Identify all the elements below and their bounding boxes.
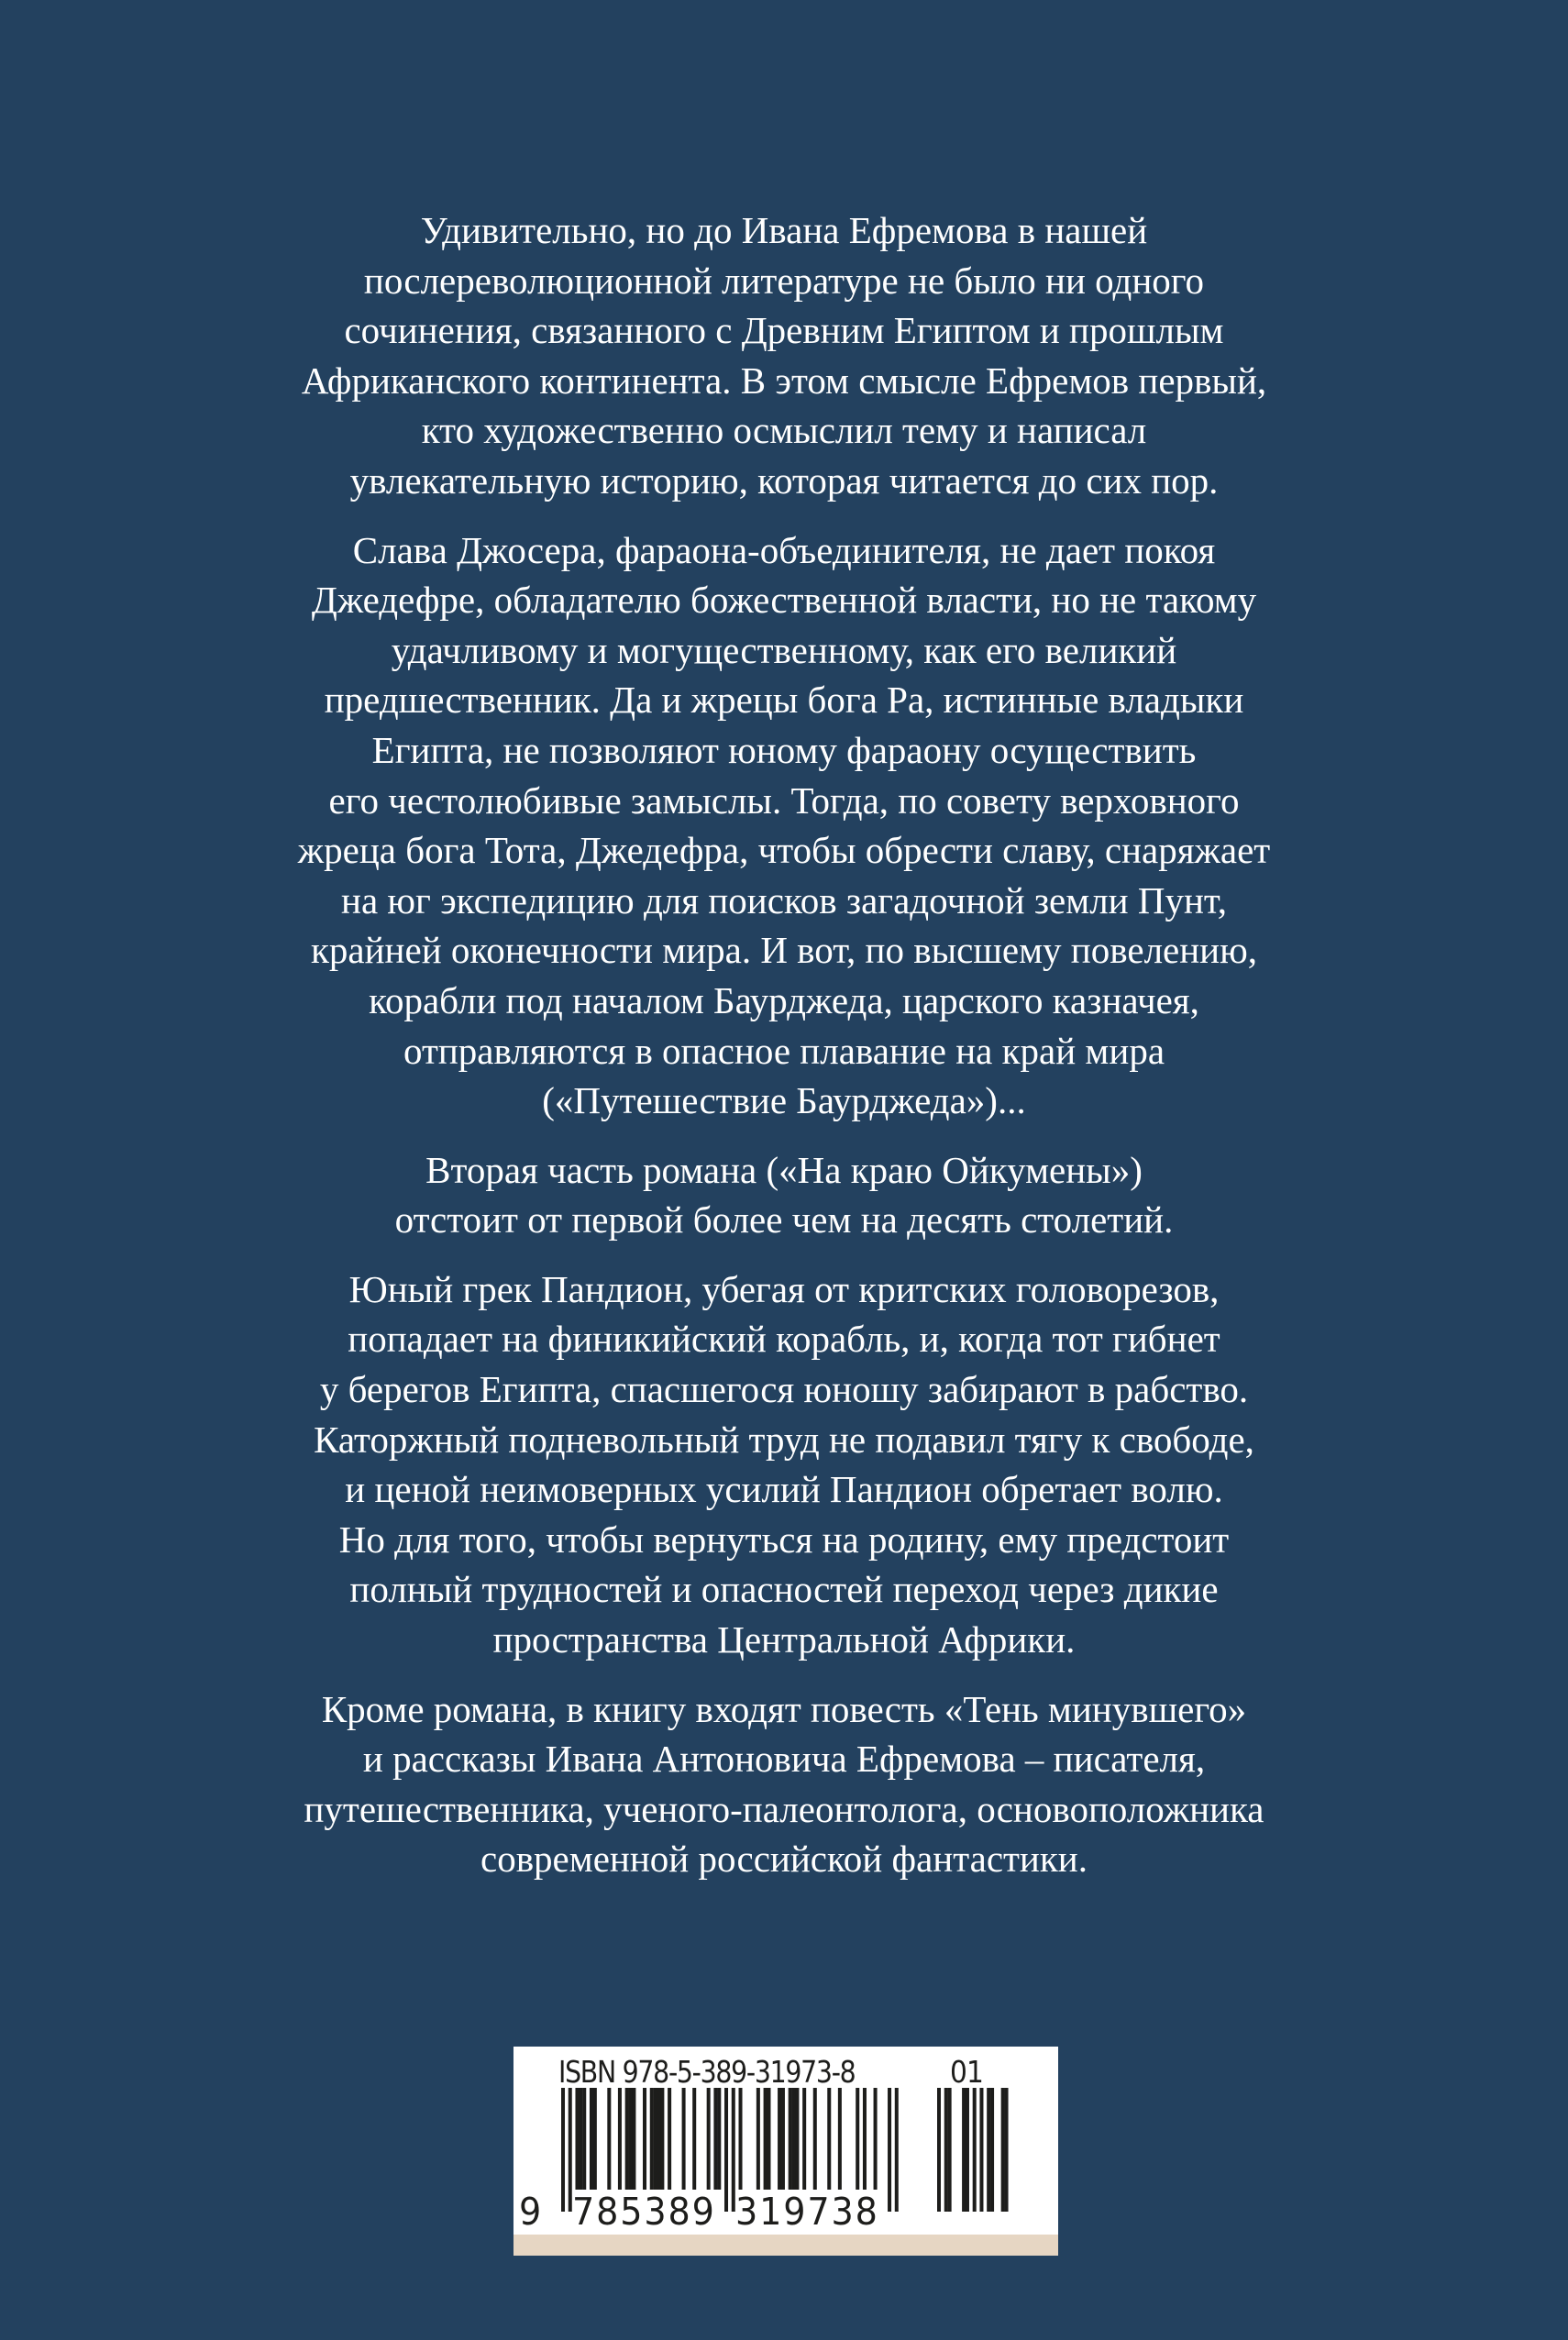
label-bottom-strip bbox=[513, 2235, 1058, 2256]
blurb-line: пространства Центральной Африки. bbox=[492, 1618, 1076, 1661]
blurb-line: и рассказы Ивана Антоновича Ефремова – писателя, bbox=[362, 1738, 1206, 1781]
blurb-line: отстоит от первой более чем на десять столетий. bbox=[394, 1198, 1174, 1242]
blurb-line: и ценой неимоверных усилий Пандион обретает волю. bbox=[345, 1468, 1223, 1511]
blurb-line: Но для того, чтобы вернуться на родину, ему предстоит bbox=[338, 1518, 1230, 1561]
blurb-line: Каторжный подневольный труд не подавил тягу к свободе, bbox=[314, 1418, 1254, 1461]
back-cover-blurb bbox=[0, 205, 1568, 1904]
blurb-paragraph-2 bbox=[0, 525, 1568, 1126]
blurb-line: послереволюционной литературе не было ни одного bbox=[363, 259, 1205, 302]
blurb-paragraph-1 bbox=[0, 205, 1568, 506]
blurb-line: у берегов Египта, спасшегося юношу забирают в рабство. bbox=[319, 1368, 1249, 1411]
blurb-line: Джедефре, обладателю божественной власти, но не такому bbox=[311, 579, 1257, 622]
blurb-line: сочинения, связанного с Древним Египтом и прошлым bbox=[344, 309, 1224, 352]
barcode-right-digits: 319738 bbox=[735, 2190, 879, 2234]
blurb-paragraph-4 bbox=[0, 1264, 1568, 1665]
blurb-line: Юный грек Пандион, убегая от критских головорезов, bbox=[348, 1267, 1220, 1310]
blurb-line: современной российской фантастики. bbox=[480, 1838, 1088, 1881]
blurb-line: путешественника, ученого-палеонтолога, основоположника bbox=[304, 1787, 1264, 1830]
blurb-line: на юг экспедицию для поисков загадочной земли Пунт, bbox=[341, 878, 1227, 922]
blurb-line: увлекательную историю, которая читается до сих пор. bbox=[349, 458, 1219, 502]
blurb-line: крайней оконечности мира. И вот, по высшему повелению, bbox=[311, 929, 1257, 972]
barcode-first-digit: 9 bbox=[519, 2190, 544, 2234]
isbn-barcode-label bbox=[513, 2047, 1058, 2256]
blurb-line: кто художественно осмыслил тему и написал bbox=[421, 409, 1147, 452]
blurb-line: отправляются в опасное плавание на край мира bbox=[403, 1029, 1165, 1072]
isbn-number: ISBN 978-5-389-31973-8 bbox=[558, 2054, 856, 2090]
blurb-line: Удивительно, но до Ивана Ефремова в нашей bbox=[420, 209, 1148, 251]
blurb-line: Египта, не позволяют юному фараону осуществить bbox=[371, 728, 1197, 771]
blurb-line: жреца бога Тота, Джедефра, чтобы обрести славу, снаряжает bbox=[297, 829, 1271, 872]
blurb-line: Слава Джосера, фараона-объединителя, не дает покоя bbox=[352, 528, 1216, 571]
addon-number: 01 bbox=[950, 2054, 983, 2090]
blurb-line: удачливому и могущественному, как его великий bbox=[391, 628, 1177, 671]
blurb-line: предшественник. Да и жрецы бога Ра, истинные владыки bbox=[324, 679, 1244, 722]
barcode-left-digits: 785389 bbox=[572, 2190, 716, 2234]
blurb-line: Кроме романа, в книгу входят повесть «Тень минувшего» bbox=[321, 1687, 1247, 1730]
blurb-line: Вторая часть романа («На краю Ойкумены») bbox=[425, 1148, 1143, 1191]
blurb-paragraph-5 bbox=[0, 1684, 1568, 1884]
blurb-line: попадает на финикийский корабль, и, когда тот гибнет bbox=[348, 1318, 1220, 1361]
blurb-line: («Путешествие Баурджеда»)... bbox=[542, 1079, 1026, 1122]
blurb-line: полный трудностей и опасностей переход через дикие bbox=[349, 1568, 1219, 1611]
blurb-line: Африканского континента. В этом смысле Ефремов первый, bbox=[301, 359, 1267, 402]
blurb-line: корабли под началом Баурджеда, царского казначея, bbox=[369, 978, 1199, 1021]
blurb-line: его честолюбивые замыслы. Тогда, по совету верховного bbox=[328, 778, 1240, 822]
blurb-paragraph-3 bbox=[0, 1145, 1568, 1245]
